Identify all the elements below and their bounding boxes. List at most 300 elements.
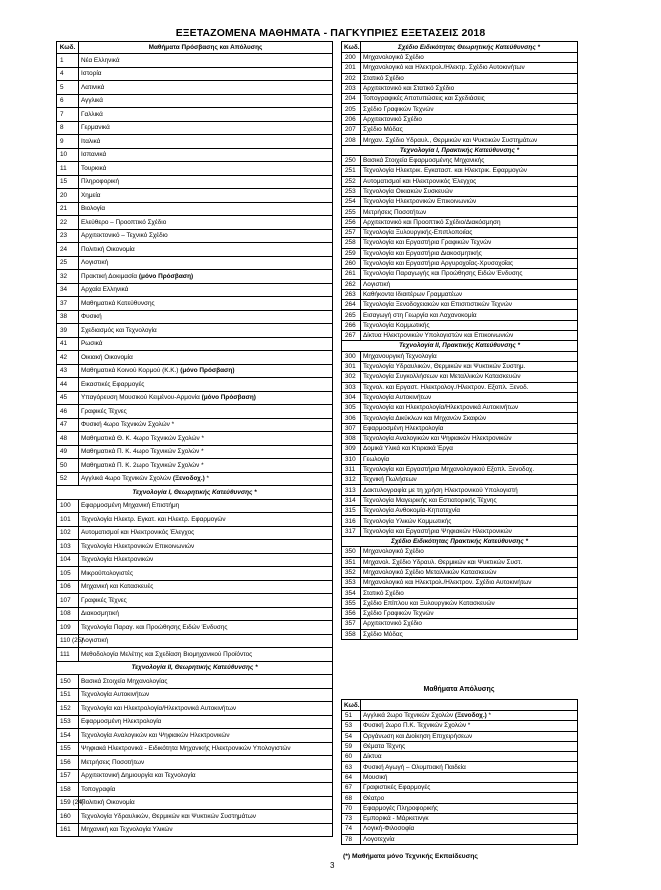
subject-code: 39: [57, 324, 79, 338]
table-row: [342, 258, 578, 268]
subject-code: 74: [342, 824, 361, 834]
subject-code: 204: [342, 94, 361, 104]
subject-code: 11: [57, 162, 79, 176]
subject-code: 152: [57, 702, 79, 716]
subject-name: Τεχνολογία Αναλογικών και Ψηφιακών Ηλεκτρονικών: [79, 729, 333, 743]
table-row: [342, 238, 578, 248]
table-row: [57, 432, 333, 446]
table-row: [57, 675, 333, 689]
table-row: [57, 729, 333, 743]
subject-name: Βασικά Στοιχεία Εφαρμοσμένης Μηχανικής: [361, 155, 578, 165]
subject-name: Αγγλικά: [79, 94, 333, 108]
subject-code: 15: [57, 175, 79, 189]
subject-name: Εφαρμογές Πληροφορικής: [361, 803, 578, 813]
subject-code: 4: [57, 67, 79, 81]
subject-code: 106: [57, 580, 79, 594]
table-row: [57, 594, 333, 608]
subject-code: 303: [342, 382, 361, 392]
subject-code: 300: [342, 351, 361, 361]
section-row: [342, 536, 578, 546]
table-row: [57, 418, 333, 432]
table-row: [342, 53, 578, 63]
apolysis-title: Μαθήματα Απόλυσης: [423, 686, 495, 693]
table-row: [342, 516, 578, 526]
subject-code: 259: [342, 248, 361, 258]
table-row: [57, 580, 333, 594]
table-row: [342, 83, 578, 93]
code-header: Κωδ.: [342, 42, 361, 53]
subject-code: 34: [57, 283, 79, 297]
subject-name: Εφαρμοσμένη Μηχανική Επιστήμη: [79, 499, 333, 513]
table-row: [342, 361, 578, 371]
table-row: [57, 540, 333, 554]
subject-name: Ιστορία: [79, 67, 333, 81]
subject-code: 154: [57, 729, 79, 743]
subject-code: 153: [57, 715, 79, 729]
subject-code: 20: [57, 189, 79, 203]
table-row: [57, 175, 333, 189]
subject-code: 1: [57, 54, 79, 68]
table-row: [57, 54, 333, 68]
subject-code: 104: [57, 553, 79, 567]
subject-name: Θέματα Τέχνης: [361, 741, 578, 751]
table-row: [57, 621, 333, 635]
table-row: [342, 382, 578, 392]
subject-code: 151: [57, 688, 79, 702]
subject-name: Μηχανουργική Τεχνολογία: [361, 351, 578, 361]
subject-name: Τοπογραφικές Αποτυπώσεις και Σχεδιάσεις: [361, 94, 578, 104]
table-row: [342, 526, 578, 536]
subject-name: Λογιστική: [361, 279, 578, 289]
subject-name: Οργάνωση και Διοίκηση Επιχειρήσεων: [361, 731, 578, 741]
table-row: [57, 553, 333, 567]
table-row: [342, 166, 578, 176]
subject-name: Αρχιτεκτονικό και Στατικό Σχέδιο: [361, 83, 578, 93]
subject-name: Εφαρμοσμένη Ηλεκτρολογία: [361, 423, 578, 433]
table-row: [57, 405, 333, 419]
subject-code: 351: [342, 557, 361, 567]
table-row: [57, 108, 333, 122]
subject-name: Τεχνολογία Αυτοκινήτων: [361, 392, 578, 402]
subject-name: Μαθηματικά Π. Κ. 2ωρο Τεχνικών Σχολών *: [79, 459, 333, 473]
subject-code: 355: [342, 598, 361, 608]
table-row: [342, 279, 578, 289]
subject-code: 150: [57, 675, 79, 689]
subject-name: Ρωσικά: [79, 337, 333, 351]
subject-code: 252: [342, 176, 361, 186]
table-row: [57, 607, 333, 621]
subject-name: Τεχνολογία και Εργαστήρια Αργυροχοΐας-Χρυσοχοΐας: [361, 258, 578, 268]
subject-code: 48: [57, 432, 79, 446]
table-row: [342, 629, 578, 639]
section-row: [342, 145, 578, 155]
table-row: [342, 834, 578, 844]
table-row: [342, 186, 578, 196]
section-title: Τεχνολογία ΙΙ, Πρακτικής Κατεύθυνσης *: [342, 341, 578, 351]
subject-code: 52: [57, 472, 79, 486]
subject-name: Τεχνολ. και Εργαστ. Ηλεκτρολογ./Ηλεκτρον. Εξοπλ. Ξενοδ.: [361, 382, 578, 392]
subject-code: 108: [57, 607, 79, 621]
subject-name: Σχέδιο Γραφικών Τεχνών: [361, 609, 578, 619]
table-row: [57, 337, 333, 351]
subject-name: Βιολογία: [79, 202, 333, 216]
subject-code: 50: [57, 459, 79, 473]
table-row: [57, 567, 333, 581]
subject-name: Αρχιτεκτονικό και Προοπτικό Σχέδιο/Διακόσμηση: [361, 217, 578, 227]
subject-code: 37: [57, 297, 79, 311]
subject-code: 7: [57, 108, 79, 122]
subject-name: Εικαστικές Εφαρμογές: [79, 378, 333, 392]
subject-code: 155: [57, 742, 79, 756]
subject-code: 255: [342, 207, 361, 217]
subject-name: Πληροφορική: [79, 175, 333, 189]
subject-name: Τεχνική Πωλήσεων: [361, 475, 578, 485]
table-row: [57, 742, 333, 756]
subject-code: 260: [342, 258, 361, 268]
subject-name: Μηχανολογικό και Ηλεκτρολ./Ηλεκτρον. Σχέδιο Αυτοκινήτων: [361, 578, 578, 588]
table-row: [342, 125, 578, 135]
table-row: [342, 197, 578, 207]
subject-code: 254: [342, 197, 361, 207]
subject-code: 305: [342, 403, 361, 413]
subject-name: Οικιακή Οικονομία: [79, 351, 333, 365]
table-row: [342, 711, 578, 721]
subject-code: 44: [57, 378, 79, 392]
subject-name: Τεχνολογία και Εργαστήρια Γραφικών Τεχνών: [361, 238, 578, 248]
subject-code: 263: [342, 289, 361, 299]
subject-code: 253: [342, 186, 361, 196]
subject-code: 250: [342, 155, 361, 165]
code-header: Κωδ.: [342, 700, 361, 711]
subject-code: 38: [57, 310, 79, 324]
subject-name: Γραφιστικές Εφαρμογές: [361, 783, 578, 793]
table-row: [57, 499, 333, 513]
table-row: [342, 598, 578, 608]
section-title: Τεχνολογία ΙΙ, Θεωρητικής Κατεύθυνσης *: [57, 661, 333, 675]
subject-name: Τεχνολογία Ηλεκτρ. Εγκατ. και Ηλεκτρ. Εφαρμογών: [79, 513, 333, 527]
subject-name: Τεχνολογία Ξυλουργικής-Επιπλοποιίας: [361, 228, 578, 238]
subject-code: 358: [342, 629, 361, 639]
subject-code: 161: [57, 823, 79, 837]
subject-name: Τεχνολογία Ηλεκτρονικών: [79, 553, 333, 567]
table-row: [342, 423, 578, 433]
subject-name: Λογιστική: [79, 634, 333, 648]
subject-code: 43: [57, 364, 79, 378]
subject-name: Μηχανική και Κατασκευές: [79, 580, 333, 594]
subject-code: 208: [342, 135, 361, 145]
subject-name: Τεχνολογία και Ηλεκτρολογία/Ηλεκτρονικά Αυτοκινήτων: [79, 702, 333, 716]
subject-name: Μηχανολ. Σχέδιο Υδραυλ. Θερμικών και Ψυκτικών Συστ.: [361, 557, 578, 567]
table-row: [57, 823, 333, 837]
table-row: [342, 506, 578, 516]
table-row: [342, 228, 578, 238]
subject-code: 308: [342, 433, 361, 443]
subject-code: 101: [57, 513, 79, 527]
subject-code: 105: [57, 567, 79, 581]
subject-name: Μετρήσεις Ποσοτήτων: [79, 756, 333, 770]
subject-name: Τεχνολογία Αναλογικών και Ψηφιακών Ηλεκτρονικών: [361, 433, 578, 443]
subject-name: Εμπορικά - Μάρκετινγκ: [361, 813, 578, 823]
subject-name: Χημεία: [79, 189, 333, 203]
subject-code: 261: [342, 269, 361, 279]
subject-name: Γεωλογία: [361, 454, 578, 464]
subject-code: 357: [342, 619, 361, 629]
subject-code: 32: [57, 270, 79, 284]
table-row: [342, 803, 578, 813]
page-title: ΕΞΕΤΑΖΟΜΕΝΑ ΜΑΘΗΜΑΤΑ - ΠΑΓΚΥΠΡΙΕΣ ΕΞΕΤΑΣΕΙΣ 2018: [175, 27, 486, 39]
subject-code: 307: [342, 423, 361, 433]
subject-name: Πολιτική Οικονομία: [79, 243, 333, 257]
access-subjects-table: [56, 41, 333, 837]
subject-name: Δίκτυα: [361, 752, 578, 762]
subject-code: 311: [342, 464, 361, 474]
subject-name: Σχέδιο Γραφικών Τεχνών: [361, 104, 578, 114]
table-row: [342, 207, 578, 217]
section-title: Τεχνολογία Ι, Θεωρητικής Κατεύθυνσης *: [57, 486, 333, 500]
subject-name: Τεχνολογία Υδραυλικών, Θερμικών και Ψυκτικών Συστημ.: [361, 361, 578, 371]
apolysis-name-header: [361, 700, 578, 711]
subject-code: 257: [342, 228, 361, 238]
table-row: [57, 688, 333, 702]
subject-code: 60: [342, 752, 361, 762]
table-row: [342, 567, 578, 577]
subject-name: Φυσική: [79, 310, 333, 324]
table-row: [342, 619, 578, 629]
subject-name: Υπαγόρευση Μουσικού Κειμένου-Αρμονία (μόνο Πρόσβαση): [79, 391, 333, 405]
table-row: [57, 459, 333, 473]
footnote: (*) Μαθήματα μόνο Τεχνικής Εκπαίδευσης: [343, 853, 478, 860]
subject-name: Αρχιτεκτονικό – Τεχνικό Σχέδιο: [79, 229, 333, 243]
table-row: [57, 810, 333, 824]
subject-code: 309: [342, 444, 361, 454]
section-row: [57, 661, 333, 675]
subject-code: 258: [342, 238, 361, 248]
subject-code: 302: [342, 372, 361, 382]
subject-name: Γραφικές Τέχνες: [79, 405, 333, 419]
subject-name: Νέα Ελληνικά: [79, 54, 333, 68]
subject-name: Λατινικά: [79, 81, 333, 95]
subject-name: Αρχαία Ελληνικά: [79, 283, 333, 297]
subject-name: Διακοσμητική: [79, 607, 333, 621]
table-row: [57, 324, 333, 338]
subject-code: 200: [342, 53, 361, 63]
subject-name: Τεχνολογία Παραγ. και Προώθησης Ειδών Ένδυσης: [79, 621, 333, 635]
subject-name: Τεχνολογία Οικιακών Συσκευών: [361, 186, 578, 196]
table-row: [57, 364, 333, 378]
subject-code: 203: [342, 83, 361, 93]
table-row: [342, 772, 578, 782]
subject-code: 5: [57, 81, 79, 95]
subject-name: Ελεύθερο – Προοπτικό Σχέδιο: [79, 216, 333, 230]
table-row: [342, 403, 578, 413]
subject-name: Τεχνολογία και Εργαστήρια Μηχανολογικού Εξοπλ. Ξενοδοχ.: [361, 464, 578, 474]
subject-code: 63: [342, 762, 361, 772]
subject-code: 207: [342, 125, 361, 135]
table-row: [342, 783, 578, 793]
table-row: [342, 824, 578, 834]
table-row: [342, 762, 578, 772]
subject-name: Μηχανολογικό Σχέδιο Μεταλλικών Κατασκευών: [361, 567, 578, 577]
subject-name: Λογοτεχνία: [361, 834, 578, 844]
subject-code: 256: [342, 217, 361, 227]
subject-code: 54: [342, 731, 361, 741]
table-row: [342, 135, 578, 145]
table-row: [342, 155, 578, 165]
subject-name: Τεχνολογία Συγκολλήσεων και Μεταλλικών Κατασκευών: [361, 372, 578, 382]
table-row: [57, 756, 333, 770]
table-row: [342, 176, 578, 186]
subject-code: 10: [57, 148, 79, 162]
section-title: Τεχνολογία Ι, Πρακτικής Κατεύθυνσης *: [342, 145, 578, 155]
subject-name: Αυτοματισμοί και Ηλεκτρονικός Έλεγχος: [79, 526, 333, 540]
subject-code: 8: [57, 121, 79, 135]
subject-code: 103: [57, 540, 79, 554]
subject-name: Γραφικές Τέχνες: [79, 594, 333, 608]
table-row: [342, 114, 578, 124]
table-row: [57, 351, 333, 365]
page-number: 3: [330, 861, 335, 870]
subject-code: 306: [342, 413, 361, 423]
table-row: [342, 609, 578, 619]
specialty-header: Σχέδιο Ειδικότητας Θεωρητικής Κατεύθυνσης *: [361, 42, 578, 53]
subject-name: Βασικά Στοιχεία Μηχανολογίας: [79, 675, 333, 689]
subject-code: 159 (24): [57, 796, 79, 810]
specialty-subjects-table: [341, 41, 578, 640]
subject-name: Αγγλικά 4ωρο Τεχνικών Σχολών (Ξενοδοχ.) *: [79, 472, 333, 486]
subject-code: 67: [342, 783, 361, 793]
subject-name: Μηχανική και Τεχνολογία Υλικών: [79, 823, 333, 837]
subject-code: 352: [342, 567, 361, 577]
subject-name: Μουσική: [361, 772, 578, 782]
subject-code: 46: [57, 405, 79, 419]
subject-code: 47: [57, 418, 79, 432]
subject-name: Τεχνολογία Μαγειρικής και Εστιατορικής Τέχνης: [361, 495, 578, 505]
table-row: [342, 433, 578, 443]
subject-code: 304: [342, 392, 361, 402]
subject-code: 70: [342, 803, 361, 813]
subject-code: 350: [342, 547, 361, 557]
left-column: [56, 41, 333, 837]
subject-name: Μηχαν. Σχέδιο Υδραυλ., Θερμικών και Ψυκτικών Συστημάτων: [361, 135, 578, 145]
subject-name: Τεχνολογία Ξενοδοχειακών και Επισιτιστικών Τεχνών: [361, 300, 578, 310]
subject-name: Σχέδιο Μόδας: [361, 629, 578, 639]
table-row: [342, 73, 578, 83]
subject-code: 353: [342, 578, 361, 588]
apolysis-subjects-table: [341, 699, 578, 845]
subject-code: 315: [342, 506, 361, 516]
subject-name: Μαθηματικά Θ. Κ. 4ωρο Τεχνικών Σχολών *: [79, 432, 333, 446]
subject-code: 102: [57, 526, 79, 540]
subject-name: Λογική-Φιλοσοφία: [361, 824, 578, 834]
subject-code: 313: [342, 485, 361, 495]
table-row: [57, 67, 333, 81]
table-row: [57, 148, 333, 162]
subject-name: Γερμανικά: [79, 121, 333, 135]
table-row: [57, 769, 333, 783]
subject-name: Θέατρο: [361, 793, 578, 803]
table-row: [342, 392, 578, 402]
subject-code: 41: [57, 337, 79, 351]
subject-code: 21: [57, 202, 79, 216]
subject-name: Δίκτυα Ηλεκτρονικών Υπολογιστών και Επικοινωνιών: [361, 331, 578, 341]
subject-code: 64: [342, 772, 361, 782]
subject-code: 59: [342, 741, 361, 751]
table-row: [342, 752, 578, 762]
subject-code: 24: [57, 243, 79, 257]
subject-code: 53: [342, 721, 361, 731]
subject-code: 51: [342, 711, 361, 721]
subject-code: 317: [342, 526, 361, 536]
table-row: [342, 475, 578, 485]
subject-code: 109: [57, 621, 79, 635]
table-row: [57, 283, 333, 297]
subject-name: Μεθοδολογία Μελέτης και Σχεδίαση Βιομηχανικού Προϊόντος: [79, 648, 333, 662]
subject-code: 42: [57, 351, 79, 365]
table-row: [57, 526, 333, 540]
subject-name: Τεχνολογία Δικύκλων και Μηχανών Σκαφών: [361, 413, 578, 423]
code-header: Κωδ.: [57, 42, 79, 54]
table-row: [342, 444, 578, 454]
table-row: [342, 464, 578, 474]
subject-name: Αρχιτεκτονικό Σχέδιο: [361, 114, 578, 124]
subject-name: Αρχιτεκτονικό Σχέδιο: [361, 619, 578, 629]
subject-code: 9: [57, 135, 79, 149]
subject-name: Τεχνολογία και Ηλεκτρολογία/Ηλεκτρονικά Αυτοκινήτων: [361, 403, 578, 413]
subject-name: Σχέδιο Μόδας: [361, 125, 578, 135]
subject-name: Ψηφιακά Ηλεκτρονικά - Ειδικότητα Μηχανικής Ηλεκτρονικών Υπολογιστών: [79, 742, 333, 756]
table-row: [342, 741, 578, 751]
subject-code: 160: [57, 810, 79, 824]
subject-code: 251: [342, 166, 361, 176]
subject-name: Τεχνολογία και Εργαστήρια Ψηφιακών Ηλεκτρονικών: [361, 526, 578, 536]
subject-name: Τεχνολογία Ανθοκομία-Κηποτεχνία: [361, 506, 578, 516]
table-row: [57, 243, 333, 257]
subject-code: 206: [342, 114, 361, 124]
subject-code: 310: [342, 454, 361, 464]
table-row: [57, 702, 333, 716]
subject-name: Μαθηματικά Π. Κ. 4ωρο Τεχνικών Σχολών *: [79, 445, 333, 459]
table-row: [342, 588, 578, 598]
subject-name: Ιταλικά: [79, 135, 333, 149]
table-row: [57, 513, 333, 527]
subject-name: Μαθηματικά Κατεύθυνσης: [79, 297, 333, 311]
table-row: [57, 135, 333, 149]
subject-code: 111: [57, 648, 79, 662]
subject-name: Τεχνολογία Αυτοκινήτων: [79, 688, 333, 702]
subject-code: 100: [57, 499, 79, 513]
subject-name: Τουρκικά: [79, 162, 333, 176]
table-row: [342, 331, 578, 341]
subject-name: Μηχανολογικό και Ηλεκτρολ./Ηλεκτρ. Σχέδιο Αυτοκινήτων: [361, 63, 578, 73]
subject-name: Τεχνολογία Κομμωτικής: [361, 320, 578, 330]
table-row: [342, 813, 578, 823]
table-row: [342, 413, 578, 423]
subject-name: Μαθηματικά Κοινού Κορμού (Κ.Κ.) (μόνο Πρόσβαση): [79, 364, 333, 378]
table-row: [57, 648, 333, 662]
table-row: [57, 216, 333, 230]
subject-name: Αρχιτεκτονική Δημιουργία και Τεχνολογία: [79, 769, 333, 783]
table-row: [57, 391, 333, 405]
table-row: [57, 162, 333, 176]
subject-name: Φυσική 2ωρο Π.Κ. Τεχνικών Σχολών *: [361, 721, 578, 731]
subject-name: Αγγλικά 2ωρο Τεχνικών Σχολών (Ξενοδοχ.) *: [361, 711, 578, 721]
subject-code: 158: [57, 783, 79, 797]
subject-name: Στατικό Σχέδιο: [361, 588, 578, 598]
table-row: [57, 783, 333, 797]
subject-name: Τοπογραφία: [79, 783, 333, 797]
table-row: [342, 372, 578, 382]
subject-code: 110 (25): [57, 634, 79, 648]
